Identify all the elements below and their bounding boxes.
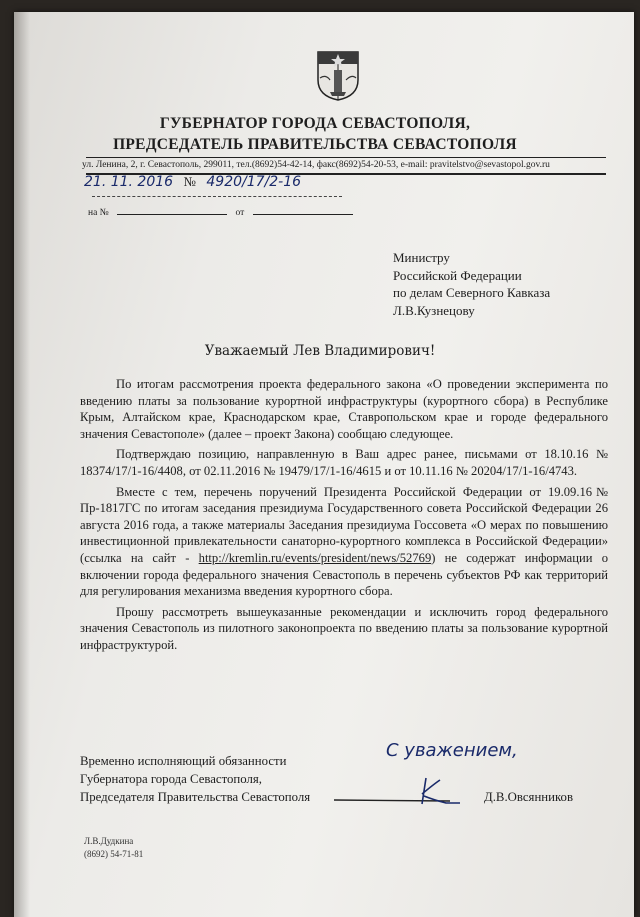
signatory-title — [80, 752, 310, 806]
registration-underline — [92, 196, 342, 197]
reference-from-label: от — [235, 208, 245, 218]
number-sign: № — [183, 174, 196, 189]
executor-name: Л.В.Дудкина — [84, 836, 134, 846]
header-address: ул. Ленина, 2, г. Севастополь, 299011, тел.(8692)54-42-14, факс(8692)54-20-53, e-mail: pravitelstvo@sevastopol.gov.ru — [82, 160, 550, 170]
body-paragraph-2: Подтверждаю позицию, направленную в Ваш адрес ранее, письмами от 18.10.16 № 18374/17/1-16/4408, от 02.11.2016 № 19479/17/1-16/4615 и от 10.11.16 № 20204/17/1-16/4743. — [80, 447, 608, 478]
executor-info — [84, 835, 143, 861]
signatory-name: Д.В.Овсянников — [484, 790, 573, 804]
handwritten-closing: С уважением, — [386, 740, 518, 761]
kremlin-link[interactable]: http://kremlin.ru/events/president/news/52769 — [198, 550, 432, 565]
header-title-line2: ПРЕДСЕДАТЕЛЬ ПРАВИТЕЛЬСТВА СЕВАСТОПОЛЯ — [113, 136, 517, 153]
coat-of-arms-icon — [316, 50, 360, 102]
signatory-line-2: Губернатора города Севастополя, — [80, 772, 262, 786]
body-paragraph-3-text-b: ) не содержат информации о включении города федерального значения Севастополь в перечень субъектов РФ как территорий для регулирования механизма введения курортного сбора. — [80, 550, 608, 599]
handwritten-signature — [330, 770, 480, 810]
reference-line — [88, 208, 353, 218]
addressee-line: Министру — [393, 250, 450, 265]
header-divider — [86, 157, 606, 158]
reference-date-blank — [253, 214, 353, 215]
salutation: Уважаемый Лев Владимирович! — [204, 343, 436, 359]
reference-label: на № — [88, 208, 109, 218]
executor-phone: (8692) 54-71-81 — [84, 849, 144, 859]
header-title-line1: ГУБЕРНАТОР ГОРОДА СЕВАСТОПОЛЯ, — [159, 115, 471, 132]
reference-number-blank — [117, 214, 227, 215]
addressee-line: Российской Федерации — [393, 267, 522, 283]
page-shadow — [14, 12, 30, 917]
signatory-line-3: Председателя Правительства Севастополя — [80, 790, 311, 804]
registration-line — [84, 174, 384, 190]
body-paragraph-1: По итогам рассмотрения проекта федерального закона «О проведении эксперимента по введению платы за пользование курортной инфраструктуры (курортного сбора) в Республике Крым, Алтайском крае, Краснодарском крае, Ставропольском крае и городе федерального значения Севастополе» (далее – проект Закона) сообщаю следующее. — [80, 377, 608, 441]
body-paragraph-4: Прошу рассмотреть вышеуказанные рекомендации и исключить город федерального значения Севастополь из пилотного законопроекта по введению платы за пользование курортной инфраструктурой. — [80, 604, 608, 652]
registration-number: 4920/17/2-16 — [206, 174, 302, 190]
signatory-line-1: Временно исполняющий обязанности — [80, 754, 287, 768]
addressee-block — [393, 249, 550, 319]
addressee-line: по делам Северного Кавказа — [393, 285, 551, 300]
addressee-line: Л.В.Кузнецову — [393, 302, 475, 318]
body-paragraph-3 — [80, 484, 608, 600]
registration-date: 21. 11. 2016 — [84, 174, 174, 190]
letter-body — [80, 376, 608, 658]
body-paragraph-3-text-a: Вместе с тем, перечень поручений Президента Российской Федерации от 19.09.16№ Пр-1817ГС по итогам заседания президиума Государственного совета Российской Федерации 26 августа 2016 года, а также материалы Заседания президиума Госсовета «О мерах по повышению инвестиционной привлекательности санаторно-курортного комплекса в Российской Федерации» (ссылка на сайт - — [80, 484, 608, 565]
